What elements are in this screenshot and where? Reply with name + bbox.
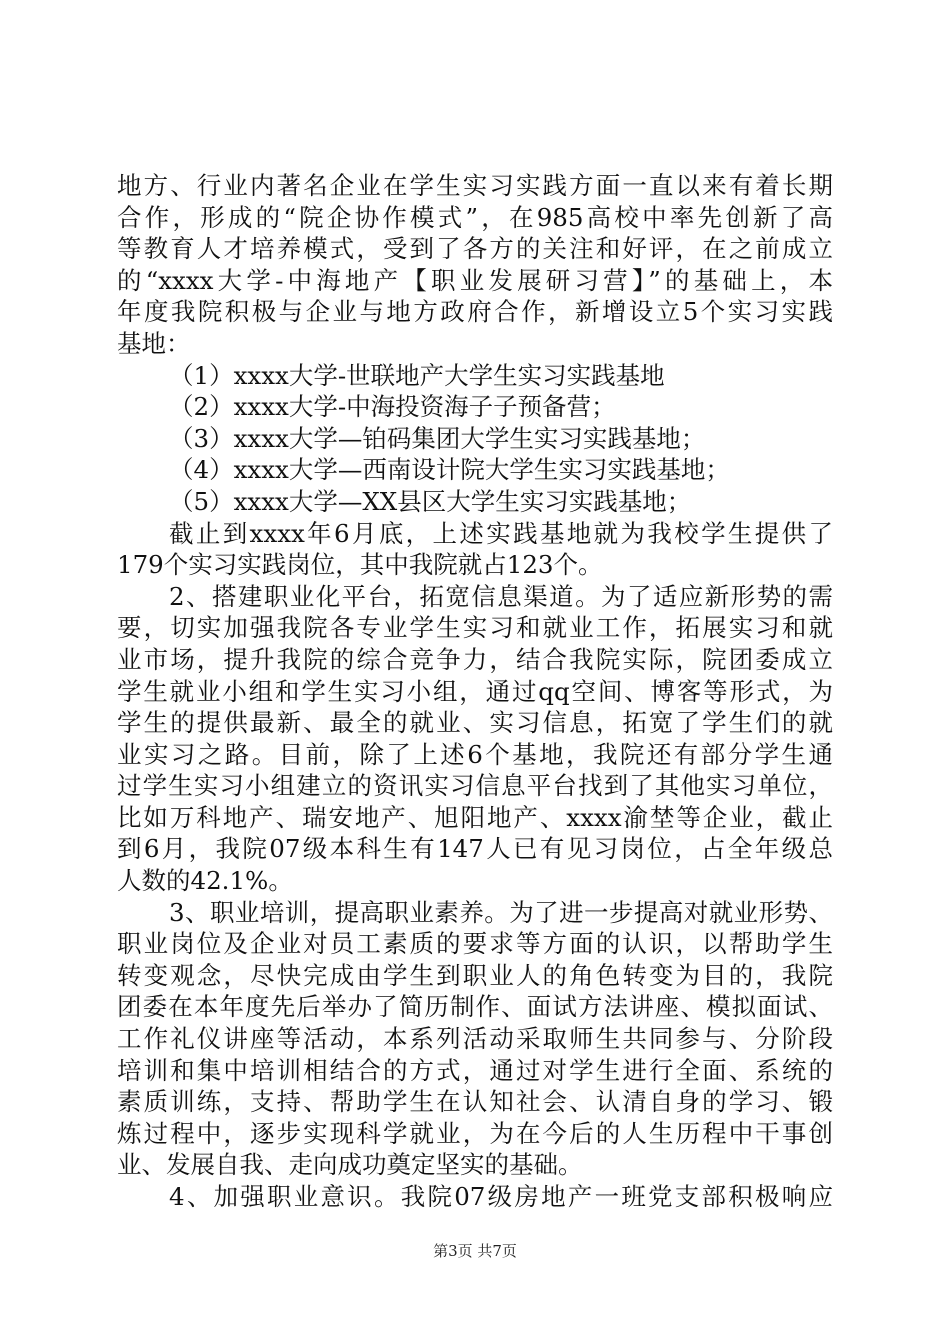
text-line: 到6月，我院07级本科生有147人已有见习岗位，占全年级总 (117, 834, 833, 864)
text-line: 等教育人才培养模式，受到了各方的关注和好评，在之前成立 (117, 234, 833, 264)
text-line: 职业岗位及企业对员工素质的要求等方面的认识，以帮助学生 (117, 929, 833, 959)
list-item: （3）xxxx大学—铂码集团大学生实习实践基地； (169, 423, 706, 453)
text-line: 培训和集中培训相结合的方式，通过对学生进行全面、系统的 (117, 1055, 833, 1085)
text-line: 年度我院积极与企业与地方政府合作，新增设立5个实习实践 (117, 297, 833, 327)
list-item: （5）xxxx大学—XX县区大学生实习实践基地； (169, 486, 692, 516)
page-number: 第3页 共7页 (433, 1242, 517, 1260)
text-line: 3、职业培训，提高职业素养。为了进一步提高对就业形势、 (169, 897, 833, 927)
text-line: 业市场，提升我院的综合竞争力，结合我院实际，院团委成立 (117, 644, 833, 674)
text-line: 合作，形成的“院企协作模式”，在985高校中率先创新了高 (117, 202, 833, 232)
text-line: 2、搭建职业化平台，拓宽信息渠道。为了适应新形势的需 (169, 581, 833, 611)
list-item: （2）xxxx大学-中海投资海子子预备营； (169, 392, 616, 422)
text-line: 团委在本年度先后举办了简历制作、面试方法讲座、模拟面试、 (117, 992, 833, 1022)
text-line: 学生的提供最新、最全的就业、实习信息，拓宽了学生们的就 (117, 708, 833, 738)
text-line: 基地： (117, 328, 191, 358)
list-item: （1）xxxx大学-世联地产大学生实习实践基地 (169, 360, 665, 390)
text-line: 炼过程中，逐步实现科学就业，为在今后的人生历程中干事创 (117, 1118, 833, 1148)
text-line: 转变观念，尽快完成由学生到职业人的角色转变为目的，我院 (117, 960, 833, 990)
text-line: 学生就业小组和学生实习小组，通过qq空间、博客等形式，为 (117, 676, 833, 706)
text-line: 地方、行业内著名企业在学生实习实践方面一直以来有着长期 (117, 171, 833, 200)
text-line: 业实习之路。目前，除了上述6个基地，我院还有部分学生通 (117, 739, 833, 769)
body-text (117, 170, 833, 1213)
text-line: 人数的42.1%。 (117, 866, 293, 896)
list-item: （4）xxxx大学—西南设计院大学生实习实践基地； (169, 455, 730, 485)
text-line: 要，切实加强我院各专业学生实习和就业工作，拓展实习和就 (117, 613, 833, 643)
text-line: 比如万科地产、瑞安地产、旭阳地产、xxxx渝埜等企业，截止 (117, 802, 833, 832)
text-line: 179个实习实践岗位，其中我院就占123个。 (117, 550, 603, 580)
text-line: 业、发展自我、走向成功奠定坚实的基础。 (117, 1150, 583, 1180)
text-line: 工作礼仪讲座等活动，本系列活动采取师生共同参与、分阶段 (117, 1024, 833, 1054)
text-line: 素质训练，支持、帮助学生在认知社会、认清自身的学习、锻 (117, 1087, 833, 1117)
text-line: 4、加强职业意识。我院07级房地产一班党支部积极响应 (169, 1182, 833, 1211)
text-line: 过学生实习小组建立的资讯实习信息平台找到了其他实习单位， (117, 771, 833, 801)
text-line: 的“xxxx大学-中海地产【职业发展研习营】”的基础上，本 (117, 265, 833, 295)
text-line: 截止到xxxx年6月底，上述实践基地就为我校学生提供了 (169, 518, 833, 548)
